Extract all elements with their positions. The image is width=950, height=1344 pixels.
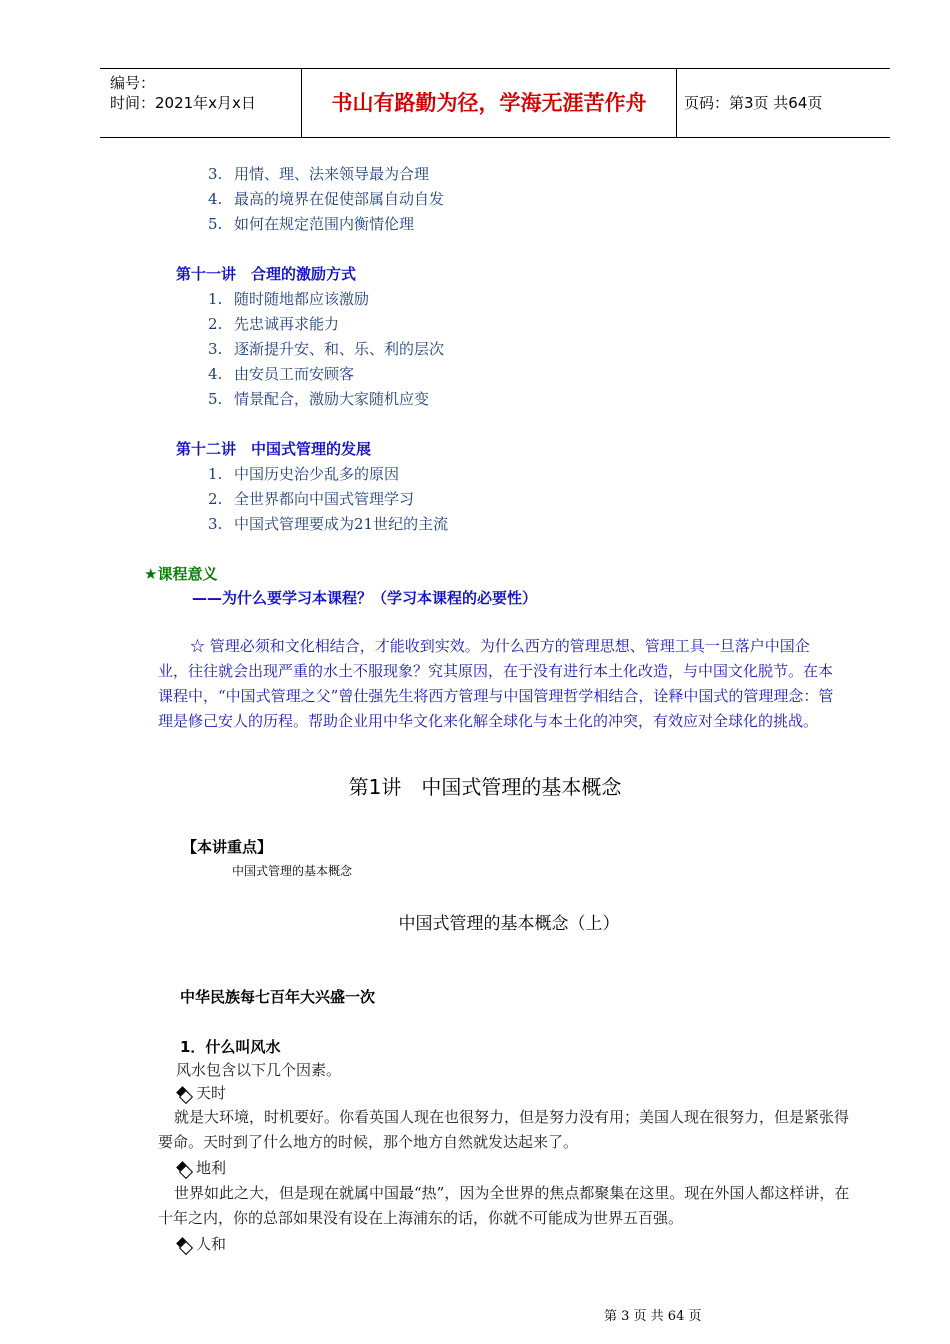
lesson-title: 第1讲 中国式管理的基本概念 [348,775,622,799]
diamond-bullet-icon [176,1161,190,1175]
page-header [100,68,890,138]
list-item: 3. 逐渐提升安、和、乐、利的层次 [208,340,445,358]
list-item: 2. 先忠诚再求能力 [208,315,340,333]
list-item: 2. 全世界都向中国式管理学习 [208,490,415,508]
list-item: 1. 中国历史治少乱多的原因 [208,465,400,483]
list-item: 3. 用情、理、法来领导最为合理 [208,165,430,183]
significance-paragraph: ☆ 管理必须和文化相结合，才能收到实效。为什么西方的管理思想、管理工具一旦落户中国企业，往往就会出现严重的水土不服现象？究其原因，在于没有进行本土化改造，与中国文化脱节。在本课程中，“中国式管理之父”曾仕强先生将西方管理与中国管理哲学相结合，诠释中国式的管理理念：管理是修己安人的历程。帮助企业用中华文化来化解全球化与本土化的冲突，有效应对全球化的挑战。 [158,637,834,730]
section-heading: 中华民族每七百年大兴盛一次 [180,988,376,1006]
page-footer: 第 3 页 共 64 页 [604,1309,702,1324]
header-page-info: 页码：第3页 共64页 [684,94,823,112]
list-item: 3. 中国式管理要成为21世纪的主流 [208,515,449,533]
factor-label: 人和 [176,1233,226,1254]
factor-label: 天时 [176,1082,226,1103]
factor-label: 地利 [176,1157,226,1178]
focus-label: 【本讲重点】 [182,838,273,856]
header-meta [110,73,256,113]
header-divider [676,69,677,137]
list-item: 5. 情景配合，激励大家随机应变 [208,390,430,408]
lecture-12-title: 第十二讲 中国式管理的发展 [176,440,372,458]
factor-description: 就是大环境，时机要好。你看英国人现在也很努力，但是努力没有用；美国人现在很努力，但是紧张得要命。天时到了什么地方的时候，那个地方自然就发达起来了。 [158,1108,850,1151]
list-item: 5. 如何在规定范围内衡情伦理 [208,215,415,233]
lesson-subtitle: 中国式管理的基本概念（上） [398,914,620,934]
document-number-label: 编号： [110,74,156,92]
diamond-bullet-icon [176,1237,190,1251]
focus-text: 中国式管理的基本概念 [232,864,353,878]
list-item: 4. 由安员工而安顾客 [208,365,355,383]
document-time-label: 时间：2021年x月x日 [110,94,256,112]
diamond-bullet-icon [176,1086,190,1100]
point-heading: 1．什么叫风水 [180,1038,281,1056]
significance-heading: ★课程意义 [144,565,218,583]
list-item: 1. 随时随地都应该激励 [208,290,370,308]
lecture-11-title: 第十一讲 合理的激励方式 [176,265,357,283]
list-item: 4. 最高的境界在促使部属自动自发 [208,190,445,208]
header-motto: 书山有路勤为径，学海无涯苦作舟 [331,91,647,115]
point-intro: 风水包含以下几个因素。 [176,1061,342,1079]
significance-subheading: ——为什么要学习本课程？（学习本课程的必要性） [192,589,538,607]
factor-description: 世界如此之大，但是现在就属中国最“热”，因为全世界的焦点都聚集在这里。现在外国人都这样讲，在十年之内，你的总部如果没有设在上海浦东的话，你就不可能成为世界五百强。 [158,1184,850,1227]
